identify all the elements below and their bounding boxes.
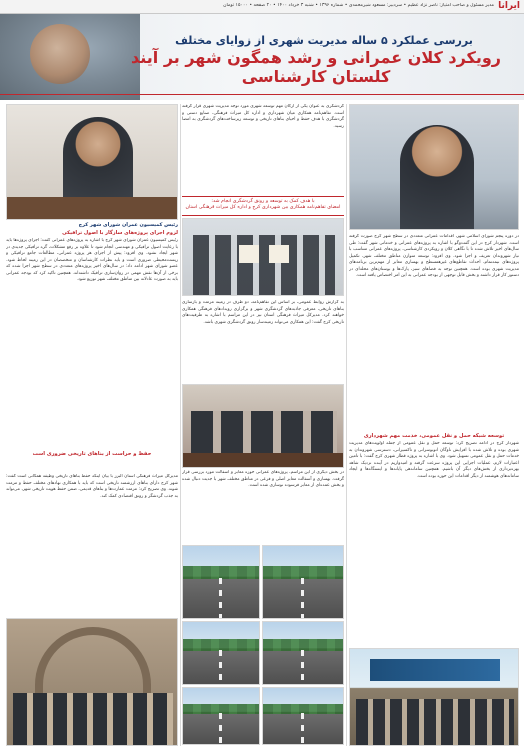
road-paving-photo [182,545,260,619]
article-headline-left: لزوم اجرای پروژه‌های سازگار با اصول ترافیکی [62,230,178,236]
masthead-info: مدیر مسئول و صاحب امتیاز: ناصر نژاد عظیم • سردبیر: مسعود شیرمحمدی • شماره ۱۳۹۶ • شنبه ۳ خرداد ۱۴۰۰ • ۲۰ صفحه • ۱۵۰۰۰ تومان [223,3,494,8]
meeting-photo [182,384,344,468]
hero-title: رویکرد کلان عمرانی و رشد همگون شهر بر آیند کلستان کارشناسی [130,48,501,86]
agreement-headline [182,196,344,216]
masthead [0,0,524,14]
historic-building-photo [6,618,178,746]
agreement-signing-photo [182,218,344,296]
hero-kicker: بررسی عملکرد ۵ ساله مدیریت شهری از زوایای مختلف [175,34,473,47]
mayor-portrait-photo [349,104,519,230]
column-divider [180,104,181,746]
article-text-left-1: رئیس کمیسیون عمران شورای شهر کرج با اشاره به پروژه‌های عمرانی گفت: اجرای پروژه‌ها باید با رعایت اصول ترافیکی و مهندسی انجام شود تا علاوه بر رفع مشکلات، گره ترافیکی جدیدی در شهر ایجاد نشود. وی افزود: پیش از اجرای هر پروژه عمرانی، مطالعات جامع ترافیکی و زیست‌محیطی ضروری است و باید نظرات کارشناسان و متخصصان در این زمینه لحاظ شود. عضو شورای شهر ادامه داد: در سال‌های اخیر پروژه‌های متعددی در سطح شهر اجرا شده که برخی از آن‌ها نقش مهمی در روان‌سازی ترافیک داشته‌اند. همچنین تاکید کرد که بودجه عمرانی باید به صورت عادلانه بین مناطق مختلف شهر توزیع شود. [6,238,178,282]
hero-photo [0,14,140,100]
road-paving-photo [262,621,344,685]
road-paving-photo [262,687,344,745]
road-paving-photo [182,687,260,745]
subheading-left: حفظ و حراست از بناهای تاریخی ضروری است [32,451,152,457]
council-member-photo [6,104,178,220]
ceremony-photo [349,648,519,746]
article-text-left-2: مدیرکل میراث فرهنگی استان البرز با بیان اینکه حفظ بناهای تاریخی وظیفه همگانی است گفت: شهر کرج دارای بناهای ارزشمند تاریخی است که باید با همکاری نهادهای مختلف حفظ و مرمت شوند. وی تصریح کرد: مرمت عمارت‌ها و بناهای قدیمی، ضمن حفظ هویت تاریخی شهر، می‌تواند به جذب گردشگر و رونق اقتصادی کمک کند. [6,474,178,499]
agreement-kicker: با هدف کمک به توسعه و رونق گردشگری انجام شد: [211,199,315,204]
article-text-mid-2: به گزارش روابط عمومی، بر اساس این تفاهم‌نامه، دو طرف در زمینه مرمت و بازسازی بناهای تاریخی، معرفی جاذبه‌های گردشگری شهر و برگزاری رویدادهای فرهنگی همکاری خواهند کرد. مدیرکل میراث فرهنگی استان نیز در این مراسم با اشاره به ظرفیت‌های تاریخی کرج گفت: این همکاری می‌تواند زمینه‌ساز رونق گردشگری شهری باشد. [182,300,344,325]
article-text-right-1: در دوره پنجم شورای اسلامی شهر، اقدامات عمرانی متعددی در سطح شهر کرج صورت گرفته است. شهردار کرج در این گفت‌وگو با اشاره به پروژه‌های عمرانی و خدماتی شهر گفت: طی سال‌های اخیر تلاش شده تا با نگاهی کلان و رویکردی کارشناسی، پروژه‌های عمرانی متناسب با نیاز شهروندان تعریف و اجرا شود. وی افزود: توسعه متوازن مناطق مختلف شهر، تکمیل پروژه‌های نیمه‌تمام، احداث تقاطع‌های غیرهمسطح و بهسازی معابر از مهم‌ترین برنامه‌های مدیریت شهری بوده است. همچنین توجه به فضاهای سبز، پارک‌ها و بوستان‌های محله‌ای در دستور کار قرار داشته و بخش قابل توجهی از بودجه عمرانی به این امر اختصاص یافته است. [349,234,519,278]
subheading-right: توسعه شبکه حمل و نقل عمومی، خدمت مهم شهرداری [363,433,505,439]
newspaper-logo: ایرانا [498,1,520,11]
article-text-right-2: شهردار کرج در ادامه تصریح کرد: توسعه حمل و نقل عمومی از جمله اولویت‌های مدیریت شهری بوده و تلاش شده با افزایش ناوگان اتوبوسرانی و تاکسیرانی، دسترسی شهروندان به خدمات حمل و نقل عمومی تسهیل شود. وی با اشاره به پروژه قطار شهری کرج گفت: با تامین اعتبارات لازم، عملیات اجرایی این پروژه سرعت گرفته و امیدواریم در آینده نزدیک شاهد بهره‌برداری از بخش‌های دیگر آن باشیم. همچنین ساماندهی پایانه‌ها و ایستگاه‌ها و ایجاد سامانه‌های هوشمند از دیگر اقدامات این حوزه بوده است. [349,441,519,479]
column-divider [346,104,347,746]
photo-caption: رئیس کمیسیون عمران شورای شهر کرج [78,222,178,228]
article-text-mid-3: در بخش دیگری از این مراسم، پروژه‌های عمرانی حوزه معابر و آسفالت مورد بررسی قرار گرفت. بهسازی و آسفالت معابر اصلی و فرعی در مناطق مختلف شهر با جدیت دنبال شده و بخش عمده‌ای از معابر فرسوده نوسازی شده است. [182,470,344,488]
hero-banner [0,14,524,100]
article-text-mid-1: گردشگری به عنوان یکی از ارکان مهم توسعه شهری مورد توجه مدیریت شهری قرار گرفته است. تفاهم‌نامه همکاری میان شهرداری و اداره کل میراث فرهنگی، صنایع دستی و گردشگری با هدف حفظ و احیای بناهای تاریخی و توسعه زیرساخت‌های گردشگری به امضا رسید. [182,104,344,129]
road-paving-photo [262,545,344,619]
hero-divider [0,94,524,95]
agreement-title: امضای تفاهم‌نامه همکاری بین شهرداری کرج و اداره کل میراث فرهنگی استان [185,205,341,211]
road-paving-photo [182,621,260,685]
